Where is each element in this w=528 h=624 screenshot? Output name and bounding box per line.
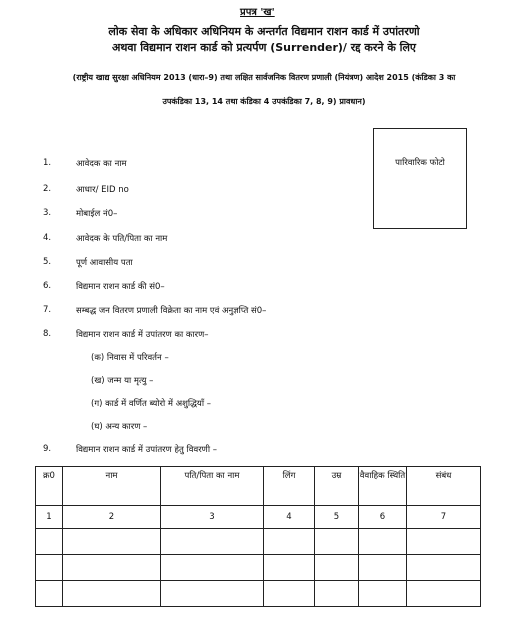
item-5-number: 5. [43,257,52,267]
table-header-row [36,467,481,506]
col-header-gender: लिंग [264,467,315,506]
item-aadhaar-eid: आधार/ EID no [76,185,129,195]
table-cell[interactable] [63,529,161,555]
legal-reference-line-2: उपकंडिका 13, 14 तथा कंडिका 4 उपकंडिका 7, 8, 9) प्रावधान) [162,97,366,106]
table-cell[interactable] [36,529,63,555]
item-4-number: 4. [43,233,52,243]
family-photo-label: पारिवारिक फोटो [395,158,445,168]
item-full-address: पूर्ण आवासीय पता [76,258,133,268]
table-cell[interactable] [161,529,264,555]
form-title-line-1: लोक सेवा के अधिकार अधिनियम के अन्तर्गत विद्यमान राशन कार्ड में उपांतरणो [108,25,420,38]
table-cell: 5 [315,506,359,529]
table-cell[interactable] [161,555,264,581]
table-row [36,555,481,581]
table-cell: 7 [407,506,481,529]
col-header-marital-status: वैवाहिक स्थिति [359,467,407,506]
item-pds-dealer-license: सम्बद्ध जन वितरण प्रणाली विक्रेता का नाम एवं अनुज्ञप्ति सं0– [76,306,267,316]
item-8-number: 8. [43,329,52,339]
item-3-number: 3. [43,208,52,218]
table-cell[interactable] [63,555,161,581]
table-cell: 1 [36,506,63,529]
family-photo-box [373,128,467,229]
table-cell[interactable] [315,555,359,581]
col-header-serial: क्र0 [36,467,63,506]
form-title-line-2: अथवा विद्यमान राशन कार्ड को प्रत्यर्पण (Surrender)/ रद्द करने के लिए [111,41,416,54]
col-header-age: उम्र [315,467,359,506]
item-1-number: 1. [43,158,52,168]
sub-item-residence-change: (क) निवास में परिवर्तन – [91,353,169,363]
table-row [36,581,481,607]
item-applicant-name: आवेदक का नाम [76,159,127,169]
item-modification-reason: विद्यमान राशन कार्ड में उपांतरण का कारण– [76,330,209,340]
sub-item-card-errors: (ग) कार्ड में वर्णित ब्योरो में अशुद्धियाँ – [91,399,211,409]
item-mobile-number: मोबाईल नं0– [76,209,118,219]
table-cell: 4 [264,506,315,529]
legal-reference-line-1: (राष्ट्रीय खाद्य सुरक्षा अधिनियम 2013 (धारा–9) तथा लक्षित सार्वजनिक वितरण प्रणाली (नियंत्रण) आदेश 2015 (कंडिका 3 का [72,73,456,82]
item-modification-details: विद्यमान राशन कार्ड में उपांतरण हेतु विवरणी – [76,445,217,455]
table-cell[interactable] [359,529,407,555]
table-cell[interactable] [359,581,407,607]
table-row [36,529,481,555]
table-cell: 3 [161,506,264,529]
table-cell[interactable] [359,555,407,581]
col-header-husband-father-name: पति/पिता का नाम [161,467,264,506]
col-header-name: नाम [63,467,161,506]
item-husband-father-name: आवेदक के पति/पिता का नाम [76,234,168,244]
table-cell[interactable] [264,555,315,581]
item-9-number: 9. [43,444,52,454]
item-6-number: 6. [43,281,52,291]
form-number: प्रपत्र 'ख' [240,7,275,18]
table-cell[interactable] [36,581,63,607]
table-cell[interactable] [264,581,315,607]
table-cell[interactable] [407,529,481,555]
item-ration-card-number: विद्यमान राशन कार्ड की सं0– [76,282,165,292]
table-cell[interactable] [407,581,481,607]
sub-item-other-reason: (घ) अन्य कारण – [91,422,148,432]
table-cell[interactable] [36,555,63,581]
table-cell[interactable] [315,529,359,555]
col-header-relation: संबंध [407,467,481,506]
table-cell: 2 [63,506,161,529]
item-2-number: 2. [43,184,52,194]
table-cell[interactable] [407,555,481,581]
table-cell[interactable] [63,581,161,607]
table-cell[interactable] [264,529,315,555]
item-7-number: 7. [43,305,52,315]
member-details-table [35,466,481,607]
table-cell[interactable] [315,581,359,607]
sub-item-birth-death: (ख) जन्म या मृत्यु – [91,376,154,386]
table-cell[interactable] [161,581,264,607]
table-numbering-row [36,506,481,529]
table-cell: 6 [359,506,407,529]
